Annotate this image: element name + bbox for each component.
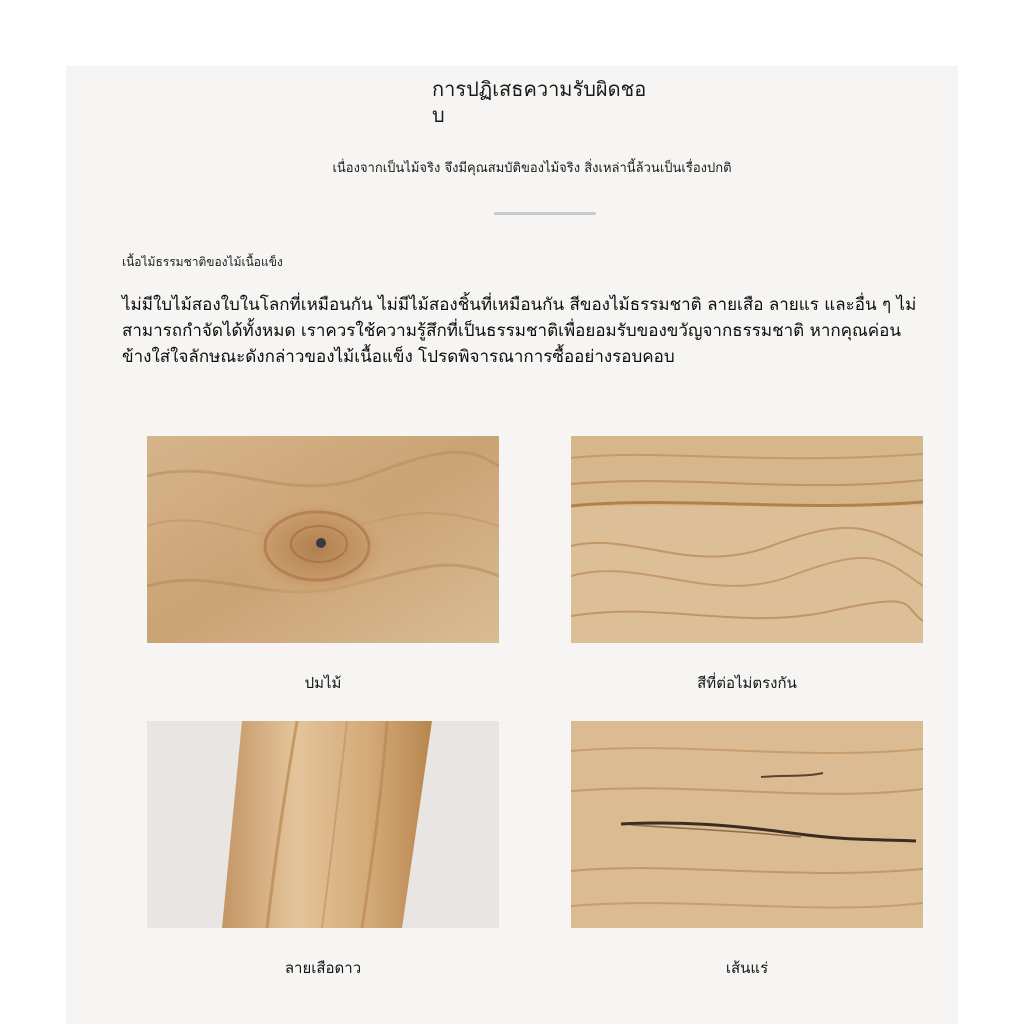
wood-stripe-photo [147, 721, 499, 928]
caption-color-mismatch: สีที่ต่อไม่ตรงกัน [697, 674, 797, 692]
wood-mineral-photo [571, 721, 923, 928]
wood-color-photo [571, 436, 923, 643]
subtitle: เนื่องจากเป็นไม้จริง จึงมีคุณสมบัติของไม้จริง สิ่งเหล่านี้ล้วนเป็นเรื่องปกติ [332, 161, 732, 176]
caption-mineral-streak: เส้นแร่ [725, 959, 769, 977]
caption-leopard-stripe: ลายเสือดาว [284, 959, 362, 977]
section-heading: เนื้อไม้ธรรมชาติของไม้เนื้อแข็ง [122, 255, 283, 269]
body-paragraph: ไม่มีใบไม้สองใบในโลกที่เหมือนกัน ไม่มีไม้สองชิ้นที่เหมือนกัน สีของไม้ธรรมชาติ ลายเสือ ลายแร และอื่น ๆ ไม่สามารถกำจัดได้ทั้งหมด เราควรใช้ความรู้สึกที่เป็นธรรมชาติเพื่อยอมรับของขวัญจากธรรมชาติ หากคุณค่อนข้างใส่ใจลักษณะดังกล่าวของไม้เนื้อแข็ง โปรดพิจารณาการซื้ออย่างรอบคอบ [122, 295, 917, 367]
wood-knot-photo [147, 436, 499, 643]
page-title: การปฏิเสธความรับผิดชอบ [432, 77, 647, 127]
divider [494, 212, 596, 215]
caption-knot: ปมไม้ [304, 674, 342, 692]
